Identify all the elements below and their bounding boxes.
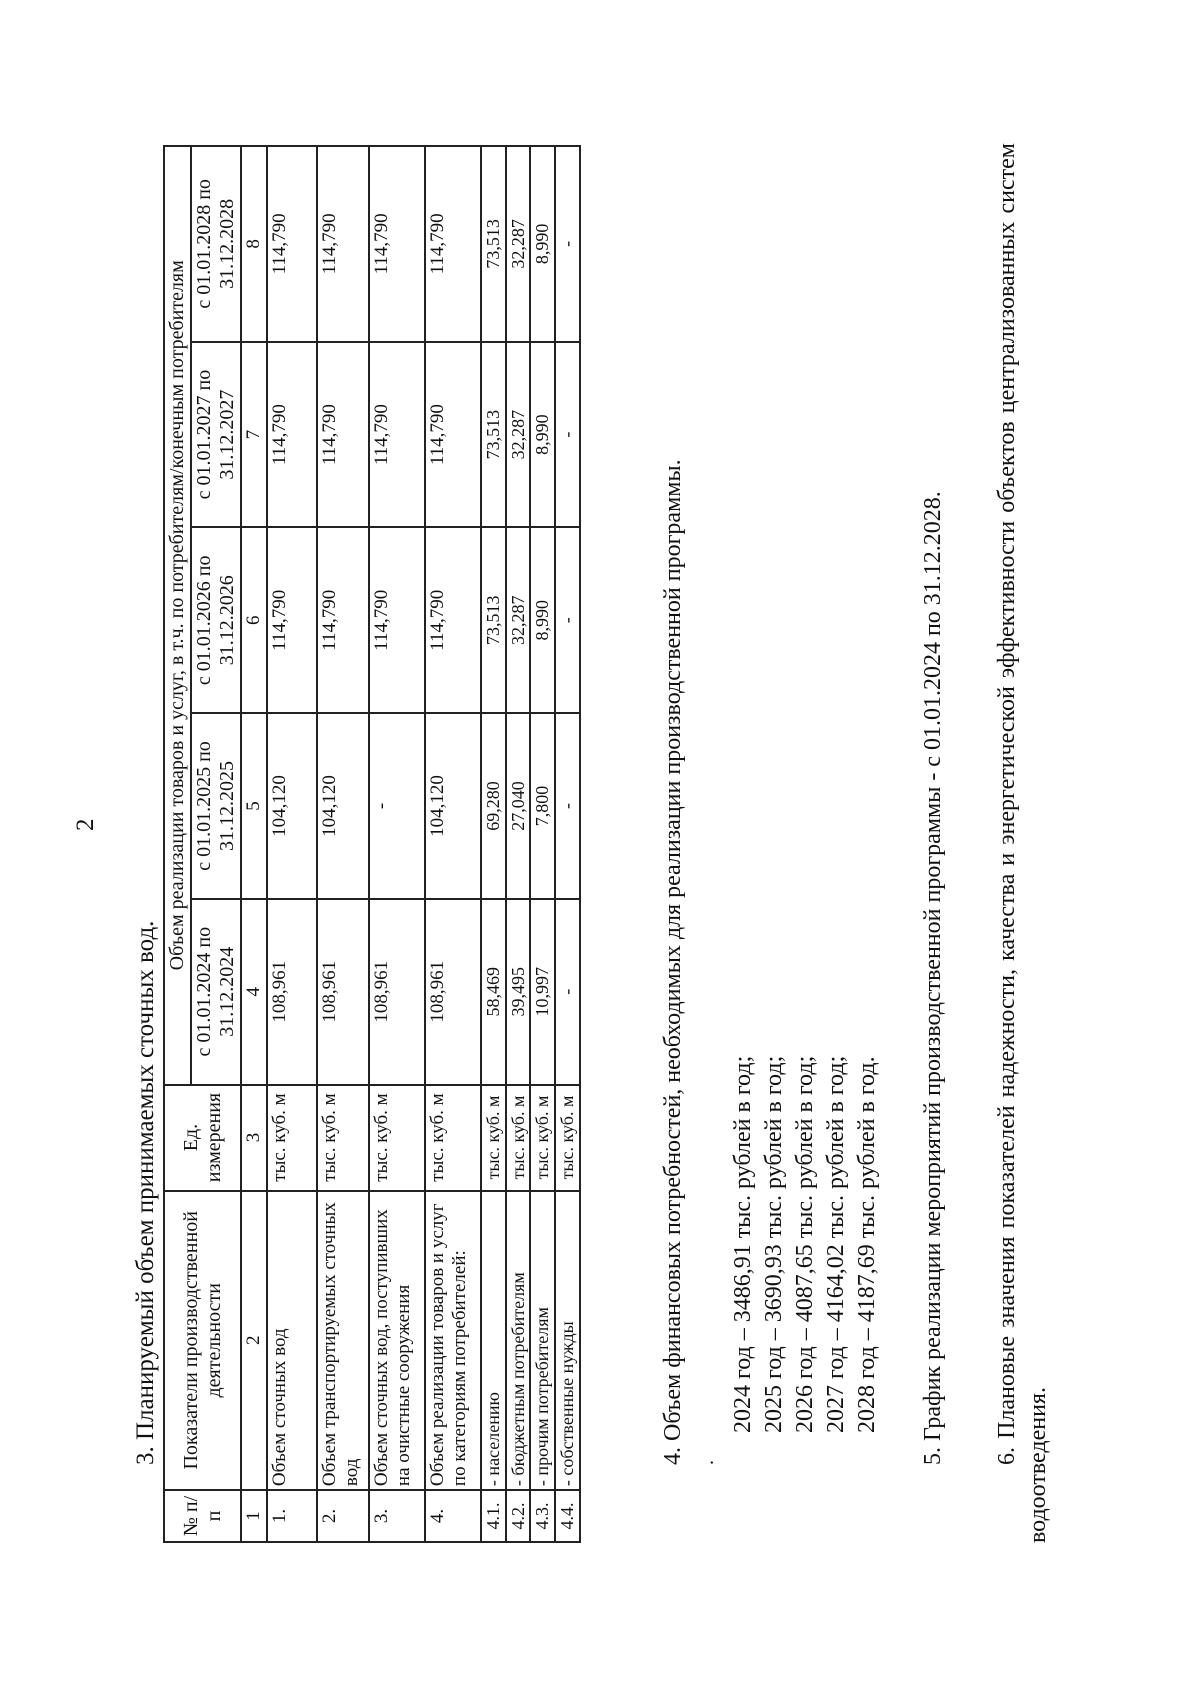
row-value: 108,961 bbox=[425, 899, 481, 1085]
page-number: 2 bbox=[72, 818, 99, 831]
row-value: - bbox=[555, 527, 580, 713]
row-value: 114,790 bbox=[369, 342, 425, 528]
row-num: 3. bbox=[369, 1490, 425, 1542]
row-unit: тыс. куб. м bbox=[267, 1085, 317, 1191]
row-value: 8,990 bbox=[530, 527, 555, 713]
row-unit: тыс. куб. м bbox=[506, 1085, 531, 1191]
row-name: Объем сточных вод, поступивших на очистные сооружения bbox=[369, 1191, 425, 1491]
table-header-row bbox=[164, 146, 191, 1542]
row-value: 73,513 bbox=[481, 146, 506, 342]
row-name: - собственные нужды bbox=[555, 1191, 580, 1491]
row-value: 114,790 bbox=[267, 146, 317, 342]
table-row bbox=[555, 146, 580, 1542]
row-value: 114,790 bbox=[369, 146, 425, 342]
row-value: 108,961 bbox=[369, 899, 425, 1085]
row-value: 69,280 bbox=[481, 713, 506, 899]
row-value: - bbox=[555, 899, 580, 1085]
column-number: 6 bbox=[241, 527, 267, 713]
row-value: - bbox=[369, 713, 425, 899]
row-num: 1. bbox=[267, 1490, 317, 1542]
row-value: - bbox=[555, 713, 580, 899]
row-name: Объем сточных вод bbox=[267, 1191, 317, 1491]
table-row bbox=[317, 146, 369, 1542]
row-value: 27,040 bbox=[506, 713, 531, 899]
column-number: 5 bbox=[241, 713, 267, 899]
row-num: 4.2. bbox=[506, 1490, 531, 1542]
row-value: 7,800 bbox=[530, 713, 555, 899]
row-value: 114,790 bbox=[425, 342, 481, 528]
row-value: 114,790 bbox=[425, 527, 481, 713]
row-value: 58,469 bbox=[481, 899, 506, 1085]
column-number: 7 bbox=[241, 342, 267, 528]
row-num: 4.1. bbox=[481, 1490, 506, 1542]
row-value: 108,961 bbox=[267, 899, 317, 1085]
bullet-dot: . bbox=[696, 1460, 718, 1465]
row-value: - bbox=[555, 342, 580, 528]
header-period: с 01.01.2026 по 31.12.2026 bbox=[191, 527, 241, 713]
list-item: 2028 год – 4187,69 тыс. рублей в год. bbox=[854, 1056, 880, 1433]
list-item: 2024 год – 3486,91 тыс. рублей в год; bbox=[730, 1055, 756, 1433]
row-num: 2. bbox=[317, 1490, 369, 1542]
row-value: 114,790 bbox=[425, 146, 481, 342]
row-num: 4.3. bbox=[530, 1490, 555, 1542]
row-unit: тыс. куб. м bbox=[317, 1085, 369, 1191]
section-3-title: 3. Планируемый объем принимаемых сточных вод. bbox=[132, 920, 159, 1465]
row-value: 114,790 bbox=[267, 527, 317, 713]
financial-needs-list bbox=[728, 1056, 883, 1433]
row-value: 10,997 bbox=[530, 899, 555, 1085]
section-4-title: 4. Объем финансовых потребностей, необходимых для реализации производственной программы. bbox=[660, 459, 686, 1465]
header-unit: Ед. измерения bbox=[164, 1085, 241, 1191]
row-value: 73,513 bbox=[481, 342, 506, 528]
row-value: 32,287 bbox=[506, 146, 531, 342]
column-number: 1 bbox=[241, 1490, 267, 1542]
row-unit: тыс. куб. м bbox=[369, 1085, 425, 1191]
row-value: 8,990 bbox=[530, 146, 555, 342]
table-row bbox=[530, 146, 555, 1542]
water-volume-table bbox=[163, 145, 581, 1543]
row-value: 114,790 bbox=[317, 342, 369, 528]
row-value: 114,790 bbox=[267, 342, 317, 528]
row-unit: тыс. куб. м bbox=[425, 1085, 481, 1191]
section-5-title: 5. График реализации мероприятий производственной программы - с 01.01.2024 по 31.12.2028. bbox=[920, 491, 946, 1465]
row-name: - бюджетным потребителям bbox=[506, 1191, 531, 1491]
table-row bbox=[267, 146, 317, 1542]
list-item: 2026 год – 4087,65 тыс. рублей в год; bbox=[792, 1055, 818, 1433]
row-value: 114,790 bbox=[369, 527, 425, 713]
row-name: - прочим потребителям bbox=[530, 1191, 555, 1491]
row-name: Объем реализации товаров и услуг по категориям потребителей: bbox=[425, 1191, 481, 1491]
row-value: 114,790 bbox=[317, 527, 369, 713]
row-num: 4. bbox=[425, 1490, 481, 1542]
table-row bbox=[506, 146, 531, 1542]
column-number-row bbox=[241, 146, 267, 1542]
header-group: Объем реализации товаров и услуг, в т.ч. по потребителям/конечным потребителям bbox=[164, 146, 191, 1085]
header-indicator: Показатели производственной деятельности bbox=[164, 1191, 241, 1491]
column-number: 2 bbox=[241, 1191, 267, 1491]
column-number: 8 bbox=[241, 146, 267, 342]
row-value: 104,120 bbox=[425, 713, 481, 899]
table-row bbox=[425, 146, 481, 1542]
header-num: № п/п bbox=[164, 1490, 241, 1542]
row-value: 8,990 bbox=[530, 342, 555, 528]
row-value: 73,513 bbox=[481, 527, 506, 713]
row-unit: тыс. куб. м bbox=[481, 1085, 506, 1191]
header-period: с 01.01.2028 по 31.12.2028 bbox=[191, 146, 241, 342]
column-number: 3 bbox=[241, 1085, 267, 1191]
table-row bbox=[481, 146, 506, 1542]
row-name: Объем транспортируемых сточных вод bbox=[317, 1191, 369, 1491]
row-value: 104,120 bbox=[267, 713, 317, 899]
list-item: 2027 год – 4164,02 тыс. рублей в год; bbox=[823, 1055, 849, 1433]
row-value: 39,495 bbox=[506, 899, 531, 1085]
row-value: 104,120 bbox=[317, 713, 369, 899]
row-value: - bbox=[555, 146, 580, 342]
header-period: с 01.01.2025 по 31.12.2025 bbox=[191, 713, 241, 899]
list-item: 2025 год – 3690,93 тыс. рублей в год; bbox=[761, 1055, 787, 1433]
row-value: 114,790 bbox=[317, 146, 369, 342]
header-period: с 01.01.2024 по 31.12.2024 bbox=[191, 899, 241, 1085]
row-unit: тыс. куб. м bbox=[555, 1085, 580, 1191]
row-value: 32,287 bbox=[506, 342, 531, 528]
header-period: с 01.01.2027 по 31.12.2027 bbox=[191, 342, 241, 528]
row-value: 108,961 bbox=[317, 899, 369, 1085]
row-unit: тыс. куб. м bbox=[530, 1085, 555, 1191]
column-number: 4 bbox=[241, 899, 267, 1085]
table-row bbox=[369, 146, 425, 1542]
row-num: 4.4. bbox=[555, 1490, 580, 1542]
row-value: 32,287 bbox=[506, 527, 531, 713]
section-6-paragraph: 6. Плановые значения показателей надежности, качества и энергетической эффективности объектов централизованных систем водоотведения. bbox=[994, 143, 1051, 1543]
row-name: - населению bbox=[481, 1191, 506, 1491]
